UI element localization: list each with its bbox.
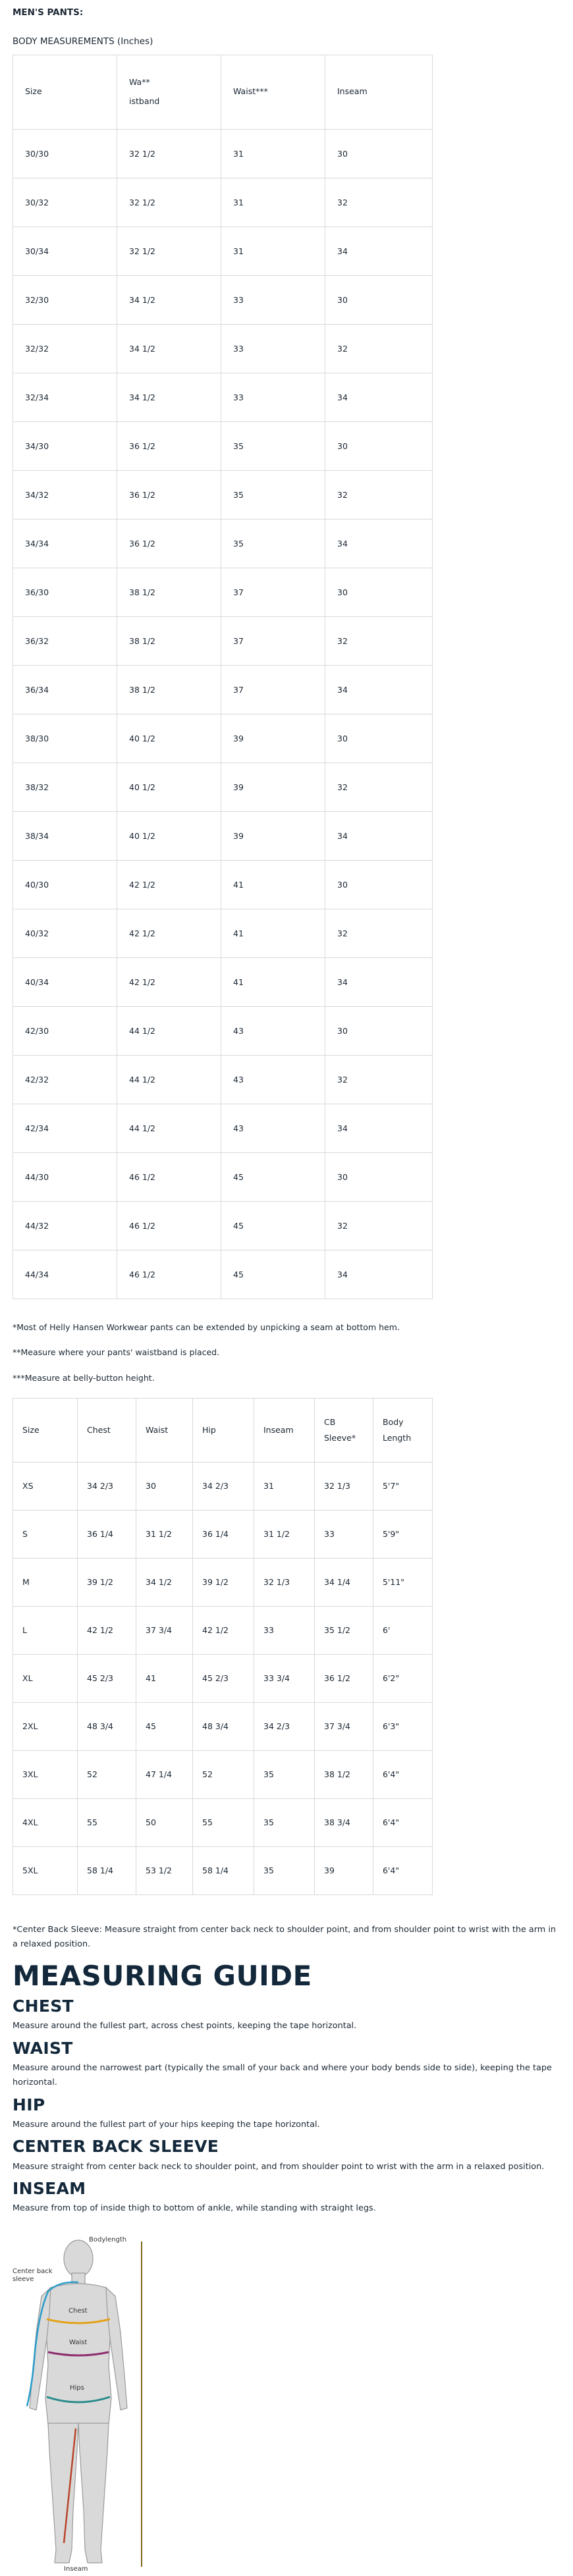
pants-cell: 32: [325, 178, 433, 227]
pants-cell: 46 1/2: [117, 1250, 221, 1299]
table-row: [13, 568, 433, 616]
pants-cell: 32: [325, 470, 433, 519]
pants-cell: 42/32: [13, 1055, 117, 1104]
table-row: [13, 1152, 433, 1201]
pants-cell: 38 1/2: [117, 665, 221, 714]
sizes-header-row: [13, 1398, 433, 1462]
guide-section-heading: CHEST: [13, 1997, 74, 2016]
pants-cell: 44 1/2: [117, 1104, 221, 1152]
pants-cell: 32/30: [13, 275, 117, 324]
body-measurement-figure: [13, 2234, 184, 2576]
cb-sleeve-footnote: *Center Back Sleeve: Measure straight from center back neck to shoulder point, and from shoulder point to wrist with the arm in a relaxed position.: [13, 1924, 556, 1950]
pants-cell: 35: [221, 470, 325, 519]
pants-cell: 32: [325, 324, 433, 373]
pants-cell: 46 1/2: [117, 1201, 221, 1250]
pants-header-label: Wa** istband: [129, 77, 160, 106]
sizes-cell: 32 1/3: [254, 1558, 315, 1606]
sizes-cell: 36 1/4: [193, 1510, 254, 1558]
pants-cell: 44 1/2: [117, 1006, 221, 1055]
pants-cell: 43: [221, 1055, 325, 1104]
pants-cell: 31: [221, 178, 325, 227]
sizes-cell: 6'3": [373, 1702, 433, 1750]
sizes-cell: M: [13, 1558, 78, 1606]
table-row: [13, 811, 433, 860]
pants-cell: 30: [325, 129, 433, 178]
pants-cell: 30: [325, 421, 433, 470]
pants-header-label: Inseam: [337, 86, 368, 97]
table-row: [13, 714, 433, 763]
pants-cell: 30: [325, 860, 433, 909]
pants-cell: 30: [325, 275, 433, 324]
sizes-cell: 35: [254, 1750, 315, 1798]
pants-cell: 32: [325, 616, 433, 665]
pants-cell: 44 1/2: [117, 1055, 221, 1104]
body-silhouette-illustration: [13, 2234, 184, 2576]
pants-cell: 44/32: [13, 1201, 117, 1250]
sizes-cell: 50: [136, 1798, 193, 1846]
sizes-cell: 6': [373, 1606, 433, 1654]
sizes-cell: 33 3/4: [254, 1654, 315, 1702]
pants-cell: 34: [325, 1250, 433, 1299]
pants-cell: 30/34: [13, 227, 117, 275]
pants-cell: 37: [221, 568, 325, 616]
table-row: [13, 129, 433, 178]
sizes-cell: 55: [193, 1798, 254, 1846]
sizes-header-cell: [254, 1398, 315, 1462]
pants-cell: 41: [221, 860, 325, 909]
sizes-header-cell: [78, 1398, 136, 1462]
guide-section-body: Measure around the narrowest part (typically the small of your back and where your body bends side to side), keeping the tape horizontal.: [13, 2062, 552, 2088]
sizes-header-cell: [13, 1398, 78, 1462]
pants-cell: 32/32: [13, 324, 117, 373]
sizes-cell: 53 1/2: [136, 1846, 193, 1894]
pants-cell: 40 1/2: [117, 811, 221, 860]
sizes-cell: 35: [254, 1798, 315, 1846]
label-body-length: Bodylength: [89, 2236, 127, 2243]
pants-cell: 35: [221, 421, 325, 470]
sizes-header-cell: [315, 1398, 373, 1462]
pants-cell: 33: [221, 275, 325, 324]
sizes-cell: 31 1/2: [136, 1510, 193, 1558]
pants-subtitle: BODY MEASUREMENTS (Inches): [13, 36, 153, 47]
pants-cell: 39: [221, 763, 325, 811]
sizes-cell: 48 3/4: [78, 1702, 136, 1750]
guide-sections: [13, 1996, 560, 2216]
sizes-cell: 42 1/2: [78, 1606, 136, 1654]
pants-cell: 31: [221, 129, 325, 178]
sizes-cell: 3XL: [13, 1750, 78, 1798]
pants-cell: 36 1/2: [117, 519, 221, 568]
pants-cell: 34 1/2: [117, 275, 221, 324]
pants-cell: 34/34: [13, 519, 117, 568]
pants-header-cell: [221, 55, 325, 129]
sizes-cell: 5'9": [373, 1510, 433, 1558]
guide-section-body: Measure around the fullest part, across chest points, keeping the tape horizontal.: [13, 2021, 357, 2031]
pants-cell: 40/30: [13, 860, 117, 909]
pants-cell: 34/32: [13, 470, 117, 519]
sizes-cell: 35: [254, 1846, 315, 1894]
guide-section-heading: HIP: [13, 2095, 45, 2114]
pants-title: MEN'S PANTS:: [13, 7, 84, 18]
pants-cell: 42 1/2: [117, 909, 221, 957]
pants-header-label: Waist***: [233, 86, 268, 97]
pants-cell: 40 1/2: [117, 714, 221, 763]
pants-cell: 44/34: [13, 1250, 117, 1299]
sizes-cell: 32 1/3: [315, 1462, 373, 1510]
guide-section-body: Measure straight from center back neck to shoulder point, and from shoulder point to wrist with the arm in a relaxed position.: [13, 2161, 545, 2172]
pants-cell: 34: [325, 373, 433, 421]
sizes-cell: 5'11": [373, 1558, 433, 1606]
label-waist: Waist: [69, 2338, 88, 2346]
pants-cell: 46 1/2: [117, 1152, 221, 1201]
pants-cell: 45: [221, 1201, 325, 1250]
pants-cell: 32 1/2: [117, 129, 221, 178]
sizes-cell: 6'4": [373, 1750, 433, 1798]
pants-cell: 44/30: [13, 1152, 117, 1201]
table-row: [13, 421, 433, 470]
sizes-cell: 34 2/3: [78, 1462, 136, 1510]
label-cb-sleeve: Center back sleeve: [13, 2267, 53, 2283]
sizes-header-label: Hip: [202, 1425, 216, 1436]
table-row: [13, 1510, 433, 1558]
note-waistband: **Measure where your pants' waistband is placed.: [13, 1347, 220, 1358]
pants-cell: 37: [221, 616, 325, 665]
sizes-header-cell: [193, 1398, 254, 1462]
pants-cell: 40/34: [13, 957, 117, 1006]
sizes-header-cell: [373, 1398, 433, 1462]
table-row: [13, 1006, 433, 1055]
pants-cell: 32: [325, 1201, 433, 1250]
sizes-cell: 6'2": [373, 1654, 433, 1702]
pants-cell: 32: [325, 909, 433, 957]
pants-cell: 40 1/2: [117, 763, 221, 811]
sizes-cell: 58 1/4: [193, 1846, 254, 1894]
pants-cell: 40/32: [13, 909, 117, 957]
pants-cell: 33: [221, 324, 325, 373]
label-chest: Chest: [68, 2307, 88, 2315]
sizes-header-label: Chest: [87, 1425, 111, 1436]
table-row: [13, 227, 433, 275]
pants-header-cell: [117, 55, 221, 129]
pants-cell: 32/34: [13, 373, 117, 421]
sizes-cell: XL: [13, 1654, 78, 1702]
sizes-cell: 42 1/2: [193, 1606, 254, 1654]
table-row: [13, 860, 433, 909]
measuring-guide-title: MEASURING GUIDE: [13, 1959, 312, 1992]
table-row: [13, 275, 433, 324]
sizes-cell: 48 3/4: [193, 1702, 254, 1750]
sizes-cell: 39 1/2: [78, 1558, 136, 1606]
table-row: [13, 1201, 433, 1250]
pants-cell: 30/32: [13, 178, 117, 227]
pants-cell: 32 1/2: [117, 227, 221, 275]
sizes-cell: 52: [78, 1750, 136, 1798]
sizes-cell: 36 1/4: [78, 1510, 136, 1558]
pants-cell: 32: [325, 1055, 433, 1104]
pants-cell: 33: [221, 373, 325, 421]
guide-section-body: Measure around the fullest part of your hips keeping the tape horizontal.: [13, 2119, 320, 2130]
table-row: [13, 763, 433, 811]
pants-cell: 36 1/2: [117, 421, 221, 470]
sizes-cell: 31: [254, 1462, 315, 1510]
pants-cell: 35: [221, 519, 325, 568]
sizes-cell: 6'4": [373, 1798, 433, 1846]
table-row: [13, 665, 433, 714]
pants-cell: 42 1/2: [117, 860, 221, 909]
sizes-cell: S: [13, 1510, 78, 1558]
table-row: [13, 1750, 433, 1798]
pants-cell: 36/32: [13, 616, 117, 665]
pants-cell: 38/34: [13, 811, 117, 860]
table-row: [13, 519, 433, 568]
sizes-cell: 52: [193, 1750, 254, 1798]
table-row: [13, 909, 433, 957]
sizes-header-label: Body Length: [383, 1417, 412, 1443]
sizes-cell: 34 2/3: [193, 1462, 254, 1510]
sizes-cell: 45 2/3: [193, 1654, 254, 1702]
sizes-cell: 6'4": [373, 1846, 433, 1894]
table-row: [13, 1250, 433, 1299]
sizes-cell: 5XL: [13, 1846, 78, 1894]
pants-size-table: [13, 55, 433, 1299]
pants-cell: 30: [325, 714, 433, 763]
pants-cell: 30: [325, 1006, 433, 1055]
sizes-cell: 39 1/2: [193, 1558, 254, 1606]
pants-cell: 34: [325, 1104, 433, 1152]
pants-cell: 42/30: [13, 1006, 117, 1055]
pants-cell: 36 1/2: [117, 470, 221, 519]
pants-cell: 32: [325, 763, 433, 811]
table-row: [13, 1606, 433, 1654]
pants-cell: 34: [325, 227, 433, 275]
sizes-cell: 33: [254, 1606, 315, 1654]
sizes-header-label: Size: [22, 1425, 40, 1436]
table-row: [13, 470, 433, 519]
pants-cell: 42 1/2: [117, 957, 221, 1006]
pants-cell: 34: [325, 665, 433, 714]
label-hips: Hips: [70, 2384, 84, 2392]
sizes-cell: 47 1/4: [136, 1750, 193, 1798]
pants-cell: 30/30: [13, 129, 117, 178]
sizes-cell: 31 1/2: [254, 1510, 315, 1558]
pants-cell: 45: [221, 1152, 325, 1201]
sizes-cell: 33: [315, 1510, 373, 1558]
pants-cell: 34: [325, 811, 433, 860]
sizes-header-cell: [136, 1398, 193, 1462]
table-row: [13, 324, 433, 373]
pants-header-label: Size: [25, 86, 42, 97]
sizes-cell: 2XL: [13, 1702, 78, 1750]
pants-cell: 41: [221, 957, 325, 1006]
pants-cell: 30: [325, 1152, 433, 1201]
pants-cell: 42/34: [13, 1104, 117, 1152]
pants-cell: 38/30: [13, 714, 117, 763]
pants-cell: 38 1/2: [117, 616, 221, 665]
sizes-cell: 38 3/4: [315, 1798, 373, 1846]
pants-cell: 34: [325, 519, 433, 568]
table-row: [13, 1055, 433, 1104]
sizes-cell: XS: [13, 1462, 78, 1510]
pants-cell: 43: [221, 1104, 325, 1152]
table-row: [13, 1798, 433, 1846]
sizes-cell: 45: [136, 1702, 193, 1750]
pants-cell: 39: [221, 811, 325, 860]
sizes-cell: 5'7": [373, 1462, 433, 1510]
pants-header-cell: [325, 55, 433, 129]
pants-cell: 34/30: [13, 421, 117, 470]
table-row: [13, 178, 433, 227]
guide-section-body: Measure from top of inside thigh to bottom of ankle, while standing with straight legs.: [13, 2203, 376, 2214]
pants-cell: 45: [221, 1250, 325, 1299]
pants-header-row: [13, 55, 433, 129]
sizes-cell: 30: [136, 1462, 193, 1510]
pants-cell: 36/30: [13, 568, 117, 616]
pants-cell: 31: [221, 227, 325, 275]
pants-cell: 34 1/2: [117, 373, 221, 421]
table-row: [13, 1846, 433, 1894]
note-belly: ***Measure at belly-button height.: [13, 1372, 155, 1383]
table-row: [13, 616, 433, 665]
pants-cell: 39: [221, 714, 325, 763]
pants-header-cell: [13, 55, 117, 129]
sizes-cell: 41: [136, 1654, 193, 1702]
label-inseam: Inseam: [64, 2565, 88, 2573]
sizes-cell: 34 2/3: [254, 1702, 315, 1750]
note-extend: *Most of Helly Hansen Workwear pants can be extended by unpicking a seam at bottom hem.: [13, 1322, 400, 1332]
guide-section-heading: INSEAM: [13, 2179, 86, 2198]
sizes-header-label: CB Sleeve*: [324, 1417, 356, 1443]
table-row: [13, 957, 433, 1006]
pants-cell: 38/32: [13, 763, 117, 811]
table-row: [13, 1702, 433, 1750]
pants-cell: 34 1/2: [117, 324, 221, 373]
sizes-cell: 37 3/4: [136, 1606, 193, 1654]
pants-cell: 38 1/2: [117, 568, 221, 616]
table-row: [13, 1462, 433, 1510]
sizes-header-label: Waist: [146, 1425, 169, 1436]
table-row: [13, 373, 433, 421]
sizes-cell: 45 2/3: [78, 1654, 136, 1702]
sizes-header-label: Inseam: [263, 1425, 294, 1436]
pants-cell: 41: [221, 909, 325, 957]
sizes-cell: 58 1/4: [78, 1846, 136, 1894]
sizes-cell: 35 1/2: [315, 1606, 373, 1654]
sizes-cell: 37 3/4: [315, 1702, 373, 1750]
guide-section-heading: WAIST: [13, 2038, 73, 2058]
pants-cell: 37: [221, 665, 325, 714]
sizes-cell: L: [13, 1606, 78, 1654]
guide-section-heading: CENTER BACK SLEEVE: [13, 2137, 219, 2157]
sizes-cell: 36 1/2: [315, 1654, 373, 1702]
pants-cell: 30: [325, 568, 433, 616]
pants-cell: 34: [325, 957, 433, 1006]
sizes-cell: 38 1/2: [315, 1750, 373, 1798]
table-row: [13, 1558, 433, 1606]
pants-cell: 32 1/2: [117, 178, 221, 227]
body-size-table: [13, 1398, 433, 1895]
table-row: [13, 1104, 433, 1152]
sizes-cell: 4XL: [13, 1798, 78, 1846]
pants-cell: 36/34: [13, 665, 117, 714]
sizes-cell: 39: [315, 1846, 373, 1894]
sizes-cell: 34 1/2: [136, 1558, 193, 1606]
sizes-cell: 34 1/4: [315, 1558, 373, 1606]
sizes-cell: 55: [78, 1798, 136, 1846]
table-row: [13, 1654, 433, 1702]
pants-cell: 43: [221, 1006, 325, 1055]
